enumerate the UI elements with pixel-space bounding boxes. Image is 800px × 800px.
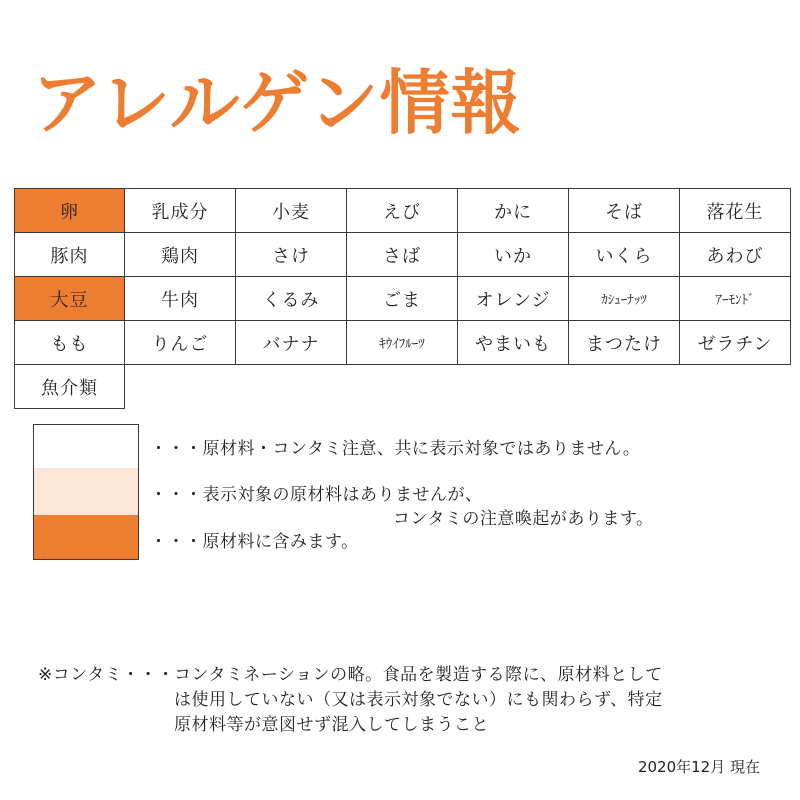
note-line-3: 原材料等が意図せず混入してしまうこと — [174, 715, 489, 735]
allergen-cell: 魚介類 — [15, 365, 125, 409]
allergen-cell: いくら — [569, 233, 680, 277]
allergen-cell: 小麦 — [236, 189, 347, 233]
note-label: ※コンタミ・・・ — [38, 665, 175, 685]
allergen-cell: 豚肉 — [15, 233, 125, 277]
allergen-cell: えび — [347, 189, 458, 233]
legend-text-may-contain-1: ・・・表示対象の原材料はありませんが、 — [150, 485, 483, 505]
allergen-cell: かに — [458, 189, 569, 233]
allergen-row — [15, 189, 791, 233]
allergen-cell: いか — [458, 233, 569, 277]
allergen-cell: オレンジ — [458, 277, 569, 321]
allergen-cell: ｱｰﾓﾝﾄﾞ — [680, 277, 791, 321]
allergen-cell: やまいも — [458, 321, 569, 365]
legend-swatch-may-contain — [33, 468, 139, 516]
allergen-cell: さば — [347, 233, 458, 277]
legend-text-may-contain-2: コンタミの注意喚起があります。 — [393, 509, 654, 529]
date-stamp: 2020年12月 現在 — [637, 758, 760, 776]
allergen-cell: 卵 — [15, 189, 125, 233]
allergen-cell: くるみ — [236, 277, 347, 321]
allergen-cell: もも — [15, 321, 125, 365]
allergen-row — [15, 365, 791, 409]
allergen-cell: 牛肉 — [125, 277, 236, 321]
allergen-cell: りんご — [125, 321, 236, 365]
allergen-cell: まつたけ — [569, 321, 680, 365]
allergen-cell: 乳成分 — [125, 189, 236, 233]
note-line-1: コンタミネーションの略。食品を製造する際に、原材料として — [174, 665, 663, 685]
allergen-cell: そば — [569, 189, 680, 233]
allergen-cell: 大豆 — [15, 277, 125, 321]
legend-swatch-contains — [33, 515, 139, 560]
allergen-cell: さけ — [236, 233, 347, 277]
allergen-cell: 落花生 — [680, 189, 791, 233]
allergen-cell: あわび — [680, 233, 791, 277]
allergen-cell: バナナ — [236, 321, 347, 365]
allergen-cell: 鶏肉 — [125, 233, 236, 277]
allergen-cell: ｷｳｲﾌﾙｰﾂ — [347, 321, 458, 365]
page-title: アレルゲン情報 — [32, 62, 522, 144]
allergen-table — [14, 188, 791, 409]
allergen-cell: ゼラチン — [680, 321, 791, 365]
allergen-cell: ごま — [347, 277, 458, 321]
legend-text-contains: ・・・原材料に含みます。 — [150, 532, 359, 552]
allergen-row — [15, 277, 791, 321]
legend-swatch-none — [33, 424, 139, 470]
note-line-2: は使用していない（又は表示対象でない）にも関わらず、特定 — [174, 690, 663, 710]
allergen-cell: ｶｼｭｰﾅｯﾂ — [569, 277, 680, 321]
allergen-row — [15, 233, 791, 277]
allergen-row — [15, 321, 791, 365]
legend-text-none: ・・・原材料・コンタミ注意、共に表示対象ではありません。 — [150, 439, 641, 459]
